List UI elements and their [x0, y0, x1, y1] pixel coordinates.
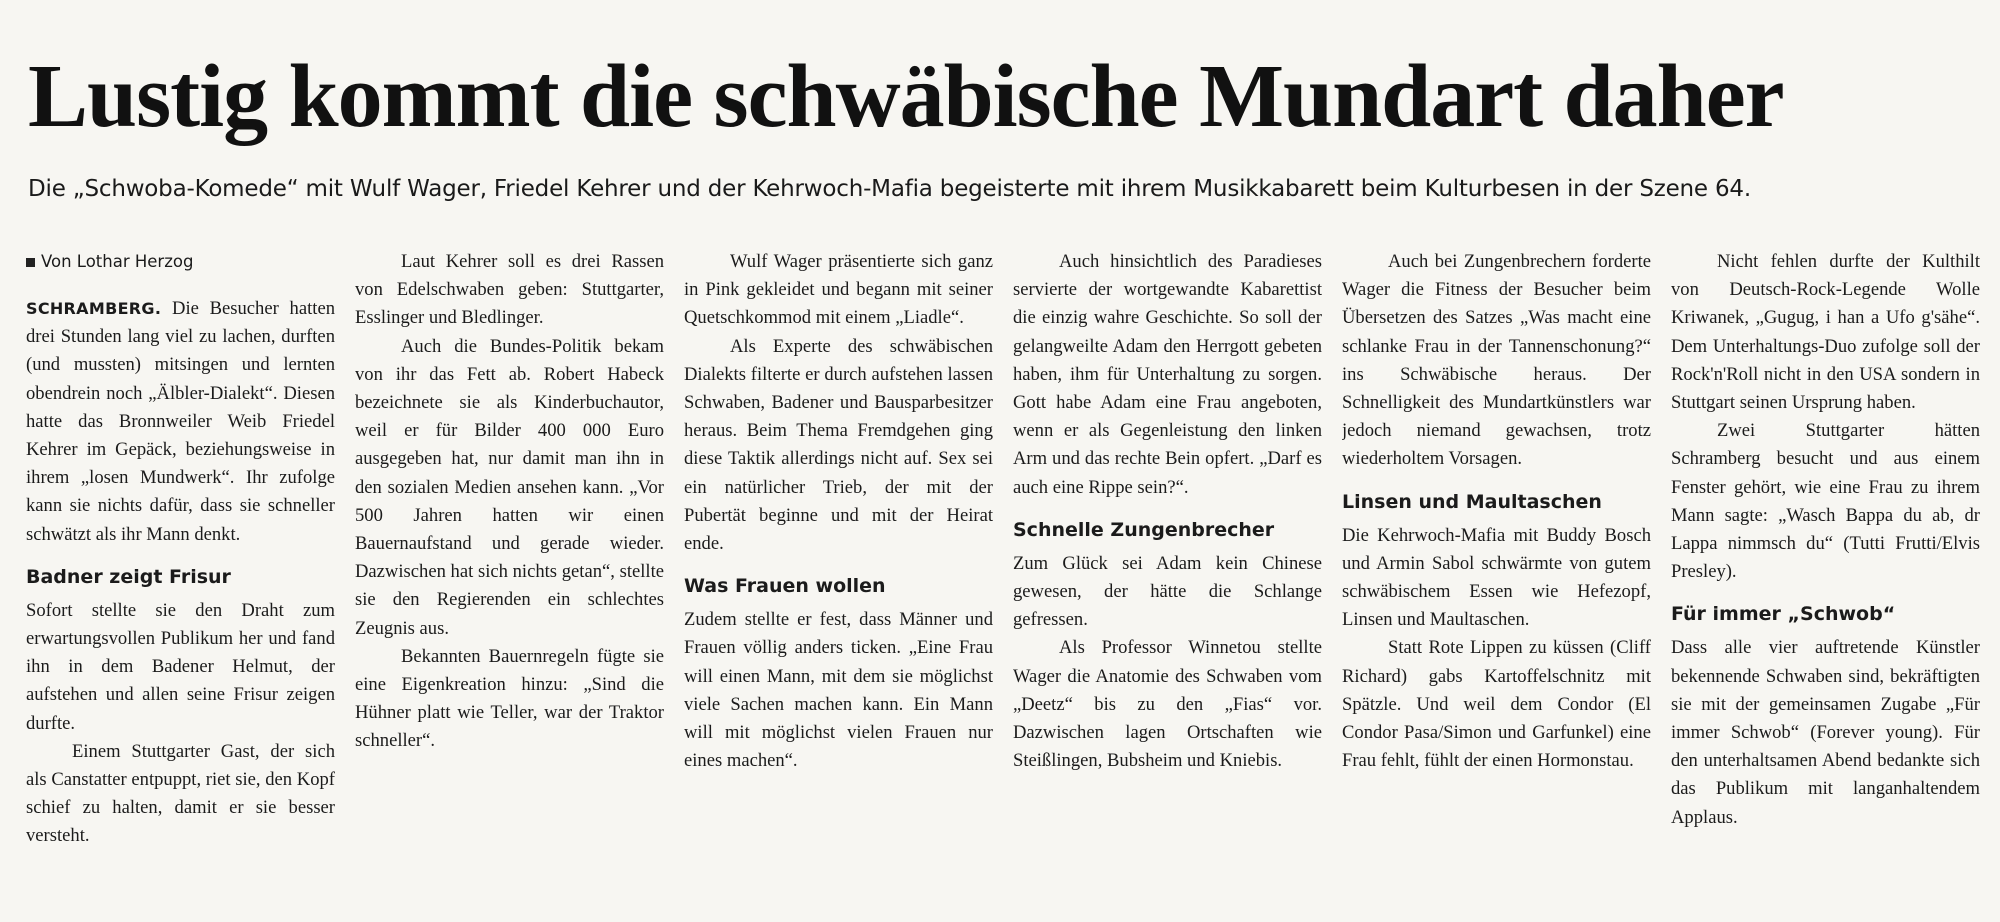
column-3	[684, 248, 993, 908]
column-4	[1013, 248, 1322, 908]
dateline: SCHRAMBERG.	[26, 299, 162, 318]
column-6	[1671, 248, 1980, 908]
paragraph: Einem Stuttgarter Gast, der sich als Canstatter entpuppt, riet sie, den Kopf schief zu halten, damit er sie besser versteht.	[26, 740, 335, 847]
paragraph: Als Experte des schwäbischen Dialekts filterte er durch aufstehen lassen Schwaben, Badener und Bausparbesitzer heraus. Beim Thema Fremdgehen ging diese Taktik allerdings nicht auf. Sex sei ein natürlicher Trieb, der mit der Pubertät beginne und mit der Heirat ende.	[684, 335, 993, 555]
column-1	[26, 248, 335, 908]
paragraph-text: Die Besucher hatten drei Stunden lang viel zu lachen, durften (und mussten) mitsingen und lernten obendrein noch „Älbler-Dialekt“. Diesen hatte das Bronnweiler Weib Friedel Kehrer im Gepäck, beziehungsweise in ihrem „losen Mundwerk“. Ihr zufolge kann sie nichts dafür, dass sie schneller schwätzt als ihr Mann denkt.	[26, 298, 335, 545]
paragraph: Bekannten Bauernregeln fügte sie eine Eigenkreation hinzu: „Sind die Hühner platt wie Teller, war der Traktor schneller“.	[355, 645, 664, 752]
paragraph: Auch hinsichtlich des Paradieses servierte der wortgewandte Kabarettist die einzig wahre Geschichte. So soll der gelangweilte Adam den Herrgott gebeten haben, ihm für Unterhaltung zu sorgen. Gott habe Adam eine Frau angeboten, wenn er als Gegenleistung den linken Arm und das rechte Bein opfert. „Darf es auch eine Rippe sein?“.	[1013, 251, 1322, 498]
paragraph	[26, 295, 335, 549]
paragraph: Auch bei Zungenbrechern forderte Wager die Fitness der Besucher beim Übersetzen des Satzes „Was macht eine schlanke Frau in der Tannenschonung?“ ins Schwäbische heraus. Der Schnelligkeit des Mundartkünstlers war jedoch niemand gewachsen, trotz wiederholtem Vorsagen.	[1342, 251, 1651, 470]
author: Von Lothar Herzog	[41, 252, 194, 271]
subheading: Für immer „Schwob“	[1671, 603, 1896, 626]
byline	[26, 248, 335, 276]
paragraph: Nicht fehlen durfte der Kulthilt von Deutsch-Rock-Legende Wolle Kriwanek, „Gugug, i han a Ufo g'sähe“. Dem Unterhaltungs-Duo zufolge soll der Rock'n'Roll nicht in den USA sondern in Stuttgart seinen Ursprung haben.	[1671, 251, 1980, 414]
paragraph: Die Kehrwoch-Mafia mit Buddy Bosch und Armin Sabol schwärmte von gutem schwäbischem Essen wie Hefezopf, Linsen und Maultaschen.	[1342, 524, 1651, 631]
paragraph: Dass alle vier auftretende Künstler bekennende Schwaben sind, bekräftigten sie mit der gemeinsamen Zugabe „Für immer Schwob“ (Forever young). Für den unterhaltsamen Abend bedankte sich das Publikum mit langanhaltendem Applaus.	[1671, 637, 1980, 828]
article-columns	[26, 248, 1980, 908]
subheadline: Die „Schwoba-Komede“ mit Wulf Wager, Friedel Kehrer und der Kehrwoch-Mafia begeisterte mit ihrem Musikkabarett beim Kulturbesen in der Szene 64.	[28, 176, 1751, 202]
paragraph: Sofort stellte sie den Draht zum erwartungsvollen Publikum her und fand ihn in dem Badener Helmut, der aufstehen und allen seine Frisur zeigen durfte.	[26, 599, 335, 734]
paragraph: Zudem stellte er fest, dass Männer und Frauen völlig anders ticken. „Eine Frau will einen Mann, mit dem sie möglichst viele Sachen machen kann. Ein Mann will mit möglichst vielen Frauen nur eines machen“.	[684, 609, 993, 772]
square-bullet-icon	[26, 258, 35, 267]
subheading: Linsen und Maultaschen	[1342, 490, 1602, 513]
paragraph: Zwei Stuttgarter hätten Schramberg besucht und aus einem Fenster gehört, wie eine Frau zu ihrem Mann sagte: „Wasch Bappa du ab, dr Lappa nimmsch du“ (Tutti Frutti/Elvis Presley).	[1671, 420, 1980, 583]
paragraph: Zum Glück sei Adam kein Chinese gewesen, der hätte die Schlange gefressen.	[1013, 552, 1322, 631]
column-2	[355, 248, 664, 908]
paragraph: Laut Kehrer soll es drei Rassen von Edelschwaben geben: Stuttgarter, Esslinger und Bledlinger.	[355, 251, 664, 329]
paragraph: Als Professor Winnetou stellte Wager die Anatomie des Schwaben vom „Deetz“ bis zu den „Fias“ vor. Dazwischen lagen Ortschaften wie Steißlingen, Bubsheim und Kniebis.	[1013, 637, 1322, 772]
paragraph: Auch die Bundes-Politik bekam von ihr das Fett ab. Robert Habeck bezeichnete sie als Kinderbuchautor, weil er für Bilder 400 000 Euro ausgegeben hat, nur damit man ihn in den sozialen Medien ansehen kann. „Vor 500 Jahren hatten wir einen Bauernaufstand und gerade wieder. Dazwischen hat sich nichts getan“, stellte sie den Regierenden ein schlechtes Zeugnis aus.	[355, 335, 664, 639]
column-5	[1342, 248, 1651, 908]
subheading: Was Frauen wollen	[684, 575, 886, 598]
subheading: Schnelle Zungenbrecher	[1013, 518, 1275, 541]
subheading: Badner zeigt Frisur	[26, 565, 231, 588]
paragraph: Wulf Wager präsentierte sich ganz in Pink gekleidet und begann mit seiner Quetschkommod mit einem „Liadle“.	[684, 251, 993, 329]
paragraph: Statt Rote Lippen zu küssen (Cliff Richard) gabs Kartoffelschnitz mit Spätzle. Und weil dem Condor (El Condor Pasa/Simon und Garfunkel) eine Frau fehlt, fühlt der einen Hormonstau.	[1342, 637, 1651, 772]
headline: Lustig kommt die schwäbische Mundart daher	[28, 47, 1784, 146]
